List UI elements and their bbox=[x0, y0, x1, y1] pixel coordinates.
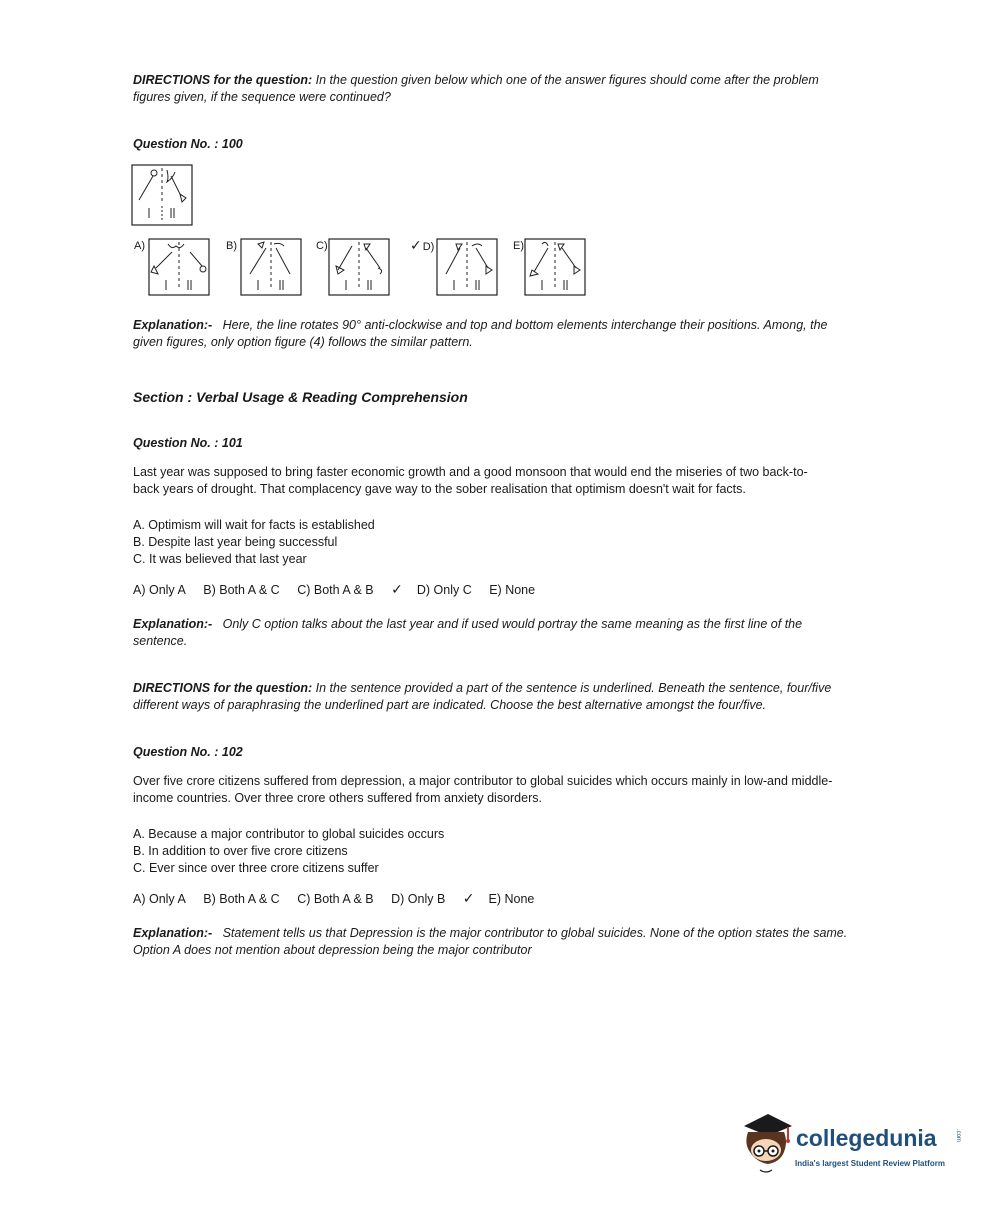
passage-101 bbox=[133, 464, 903, 498]
answer-figure-e[interactable] bbox=[524, 238, 586, 296]
option-label-c: C) bbox=[316, 240, 328, 252]
passage-line: back years of drought. That complacency gave way to the sober realisation that optimism doesn't wait for facts. bbox=[133, 482, 746, 496]
answer-option-b[interactable]: B) Both A & C bbox=[203, 583, 280, 597]
correct-tick-icon: ✓ bbox=[391, 581, 403, 597]
statement-item: A. Because a major contributor to global suicides occurs bbox=[133, 827, 445, 841]
statement-item: C. It was believed that last year bbox=[133, 552, 307, 566]
section-title: Section : Verbal Usage & Reading Comprehension bbox=[133, 389, 468, 405]
explanation-text: Here, the line rotates 90° anti-clockwise and top and bottom elements interchange their positions. Among, the bbox=[222, 318, 828, 332]
answer-option-e[interactable]: E) None bbox=[488, 892, 535, 906]
answer-figure-d[interactable] bbox=[436, 238, 498, 296]
answer-option-d[interactable]: D) Only C bbox=[416, 583, 472, 597]
answer-option-a[interactable]: A) Only A bbox=[133, 583, 186, 597]
answer-option-d[interactable]: D) Only B bbox=[391, 892, 446, 906]
statements-102 bbox=[133, 826, 444, 877]
statement-item: C. Ever since over three crore citizens suffer bbox=[133, 861, 379, 875]
directions-text-line2: different ways of paraphrasing the underlined part are indicated. Choose the best alternative amongst the four/five. bbox=[133, 698, 767, 712]
question-number-102: Question No. : 102 bbox=[133, 745, 243, 759]
directions-text: In the question given below which one of the answer figures should come after the problem bbox=[315, 73, 819, 87]
logo-suffix: .com bbox=[955, 1129, 961, 1143]
explanation-label: Explanation:- bbox=[133, 617, 213, 631]
answer-options-101 bbox=[133, 581, 549, 599]
explanation-text-line2: Option A does not mention about depression being the major contributor bbox=[133, 943, 532, 957]
answer-options-102 bbox=[133, 890, 548, 908]
explanation-text-line2: given figures, only option figure (4) follows the similar pattern. bbox=[133, 335, 473, 349]
option-label-a: A) bbox=[134, 240, 145, 252]
explanation-102 bbox=[133, 925, 913, 959]
passage-line: income countries. Over three crore others suffered from anxiety disorders. bbox=[133, 791, 542, 805]
option-label-e: E) bbox=[513, 240, 524, 252]
explanation-101 bbox=[133, 616, 903, 650]
explanation-100 bbox=[133, 317, 903, 351]
directions-text: In the sentence provided a part of the sentence is underlined. Beneath the sentence, four/five bbox=[315, 681, 832, 695]
answer-option-a[interactable]: A) Only A bbox=[133, 892, 186, 906]
passage-line: Last year was supposed to bring faster economic growth and a good monsoon that would end the miseries of two back-to- bbox=[133, 465, 808, 479]
statement-item: A. Optimism will wait for facts is established bbox=[133, 518, 375, 532]
answer-figure-c[interactable] bbox=[328, 238, 390, 296]
explanation-text: Only C option talks about the last year and if used would portray the same meaning as the first line of the bbox=[222, 617, 803, 631]
question-number-100: Question No. : 100 bbox=[133, 137, 243, 151]
logo-wordmark: collegedunia bbox=[796, 1125, 937, 1151]
statements-101 bbox=[133, 517, 375, 568]
collegedunia-logo[interactable] bbox=[738, 1108, 968, 1188]
option-label-b: B) bbox=[226, 240, 237, 252]
option-label-d: D) bbox=[422, 241, 435, 253]
answer-option-c[interactable]: C) Both A & B bbox=[297, 583, 374, 597]
directions-label: DIRECTIONS for the question: bbox=[133, 681, 313, 695]
logo-tagline: India's largest Student Review Platform bbox=[795, 1159, 945, 1168]
directions-text-line2: figures given, if the sequence were continued? bbox=[133, 90, 391, 104]
explanation-label: Explanation:- bbox=[133, 926, 213, 940]
explanation-text: Statement tells us that Depression is the major contributor to global suicides. None of the option states the same. bbox=[222, 926, 848, 940]
explanation-label: Explanation:- bbox=[133, 318, 213, 332]
question-number-101: Question No. : 101 bbox=[133, 436, 243, 450]
problem-figure bbox=[131, 164, 193, 226]
passage-102 bbox=[133, 773, 913, 807]
answer-option-c[interactable]: C) Both A & B bbox=[297, 892, 374, 906]
answer-figure-a[interactable] bbox=[148, 238, 210, 296]
directions-block-2 bbox=[133, 680, 903, 714]
statement-item: B. In addition to over five crore citizens bbox=[133, 844, 348, 858]
option-d-label-group bbox=[410, 237, 434, 255]
statement-item: B. Despite last year being successful bbox=[133, 535, 338, 549]
correct-tick-icon: ✓ bbox=[462, 890, 475, 906]
directions-label: DIRECTIONS for the question: bbox=[133, 73, 313, 87]
answer-option-e[interactable]: E) None bbox=[489, 583, 536, 597]
passage-line: Over five crore citizens suffered from depression, a major contributor to global suicides which occurs mainly in low-and middle- bbox=[133, 774, 833, 788]
correct-tick-icon: ✓ bbox=[410, 237, 422, 253]
directions-block-1 bbox=[133, 72, 893, 106]
mascot-icon bbox=[738, 1108, 796, 1174]
answer-option-b[interactable]: B) Both A & C bbox=[203, 892, 280, 906]
answer-figure-b[interactable] bbox=[240, 238, 302, 296]
explanation-text-line2: sentence. bbox=[133, 634, 188, 648]
